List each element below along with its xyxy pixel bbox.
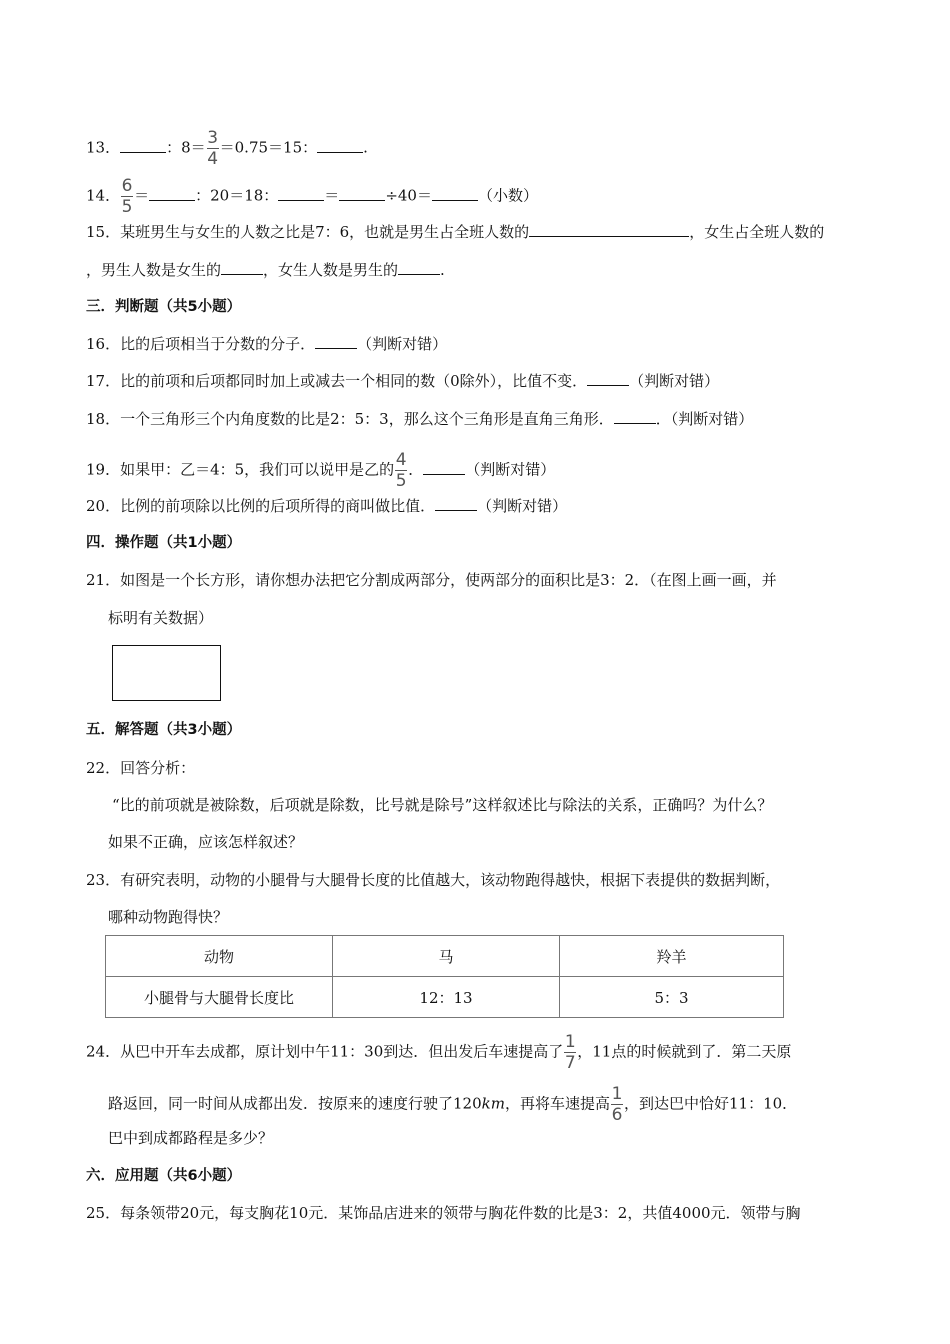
- answer-blank[interactable]: [339, 186, 385, 201]
- answer-blank[interactable]: [278, 186, 324, 201]
- table-header-cell: 马: [333, 936, 560, 977]
- answer-blank[interactable]: [423, 460, 465, 475]
- answer-blank[interactable]: [221, 260, 263, 275]
- fraction: $\frac{3}{4}$: [207, 128, 219, 169]
- table-row: [106, 977, 784, 1018]
- question-15-line2: ，男生人数是女生的 ，女生人数是男生的 .: [86, 261, 445, 279]
- question-13: 13． ：8＝ $\frac{3}{4}$ ＝0.75＝15： .: [86, 128, 368, 169]
- section-title-operation: 四．操作题（共1小题）: [86, 535, 242, 551]
- section-title-answer: 五．解答题（共3小题）: [86, 722, 242, 738]
- table-header-cell: 动物: [106, 936, 333, 977]
- fraction: $\frac{6}{5}$: [121, 176, 133, 217]
- answer-blank[interactable]: [315, 334, 357, 349]
- question-23-line1: 23．有研究表明，动物的小腿骨与大腿骨长度的比值越大，该动物跑得越快，根据下表提供的数据判断，: [86, 871, 781, 889]
- answer-blank[interactable]: [587, 371, 629, 386]
- question-21-line2: 标明有关数据）: [108, 609, 214, 627]
- fraction: $\frac{4}{5}$: [395, 450, 407, 491]
- table-header-row: [106, 936, 784, 977]
- question-25-line1: 25．每条领带20元，每支胸花10元．某饰品店进来的领带与胸花件数的比是3：2，共值4000元．领带与胸: [86, 1204, 801, 1222]
- answer-blank[interactable]: [120, 138, 166, 153]
- question-15-line1: 15．某班男生与女生的人数之比是7：6，也就是男生占全班人数的 ，女生占全班人数的: [86, 223, 825, 241]
- section-title-judgement: 三．判断题（共5小题）: [86, 299, 242, 315]
- answer-blank[interactable]: [432, 186, 478, 201]
- question-22-line1: 22．回答分析：: [86, 759, 196, 777]
- question-24-line3: 巴中到成都路程是多少？: [108, 1129, 274, 1147]
- table-cell: 12：13: [333, 977, 560, 1018]
- rectangle-figure[interactable]: [112, 645, 221, 701]
- answer-blank[interactable]: [614, 409, 656, 424]
- answer-blank[interactable]: [398, 260, 440, 275]
- question-16: 16．比的后项相当于分数的分子． （判断对错）: [86, 335, 448, 353]
- question-17: 17．比的前项和后项都同时加上或减去一个相同的数（0除外），比值不变． （判断对错）: [86, 372, 720, 390]
- bone-ratio-table: [105, 935, 784, 1018]
- question-23-line2: 哪种动物跑得快？: [108, 908, 229, 926]
- table-cell: 5：3: [560, 977, 784, 1018]
- question-18: 18．一个三角形三个内角度数的比是2：5：3，那么这个三角形是直角三角形． ．（判断对错）: [86, 410, 754, 428]
- question-24-line2: 路返回，同一时间从成都出发．按原来的速度行驶了120km，再将车速提高 $\frac{1}{6}$ ，到达巴中恰好11：10．: [108, 1084, 798, 1125]
- question-20: 20．比例的前项除以比例的后项所得的商叫做比值． （判断对错）: [86, 497, 568, 515]
- answer-blank[interactable]: [529, 222, 689, 237]
- section-title-application: 六．应用题（共6小题）: [86, 1168, 242, 1184]
- fraction: $\frac{1}{7}$: [564, 1032, 576, 1073]
- table-header-cell: 羚羊: [560, 936, 784, 977]
- question-22-line3: 如果不正确，应该怎样叙述？: [108, 833, 304, 851]
- answer-blank[interactable]: [149, 186, 195, 201]
- answer-blank[interactable]: [435, 496, 477, 511]
- table-cell: 小腿骨与大腿骨长度比: [106, 977, 333, 1018]
- question-14: 14． $\frac{6}{5}$ ＝ ：20＝18： ＝ ÷40＝ （小数）: [86, 176, 538, 217]
- answer-blank[interactable]: [317, 138, 363, 153]
- question-22-line2: “比的前项就是被除数，后项就是除数，比号就是除号”这样叙述比与除法的关系，正确吗？为什么？: [112, 796, 773, 814]
- question-19: 19．如果甲：乙＝4：5，我们可以说甲是乙的 $\frac{4}{5}$ ． （判断对错）: [86, 450, 556, 491]
- fraction: $\frac{1}{6}$: [611, 1084, 623, 1125]
- question-21-line1: 21．如图是一个长方形，请你想办法把它分割成两部分，使两部分的面积比是3：2．（在图上画一画，并: [86, 571, 777, 589]
- question-24-line1: 24．从巴中开车去成都，原计划中午11：30到达．但出发后车速提高了 $\frac{1}{7}$ ，11点的时候就到了．第二天原: [86, 1032, 792, 1073]
